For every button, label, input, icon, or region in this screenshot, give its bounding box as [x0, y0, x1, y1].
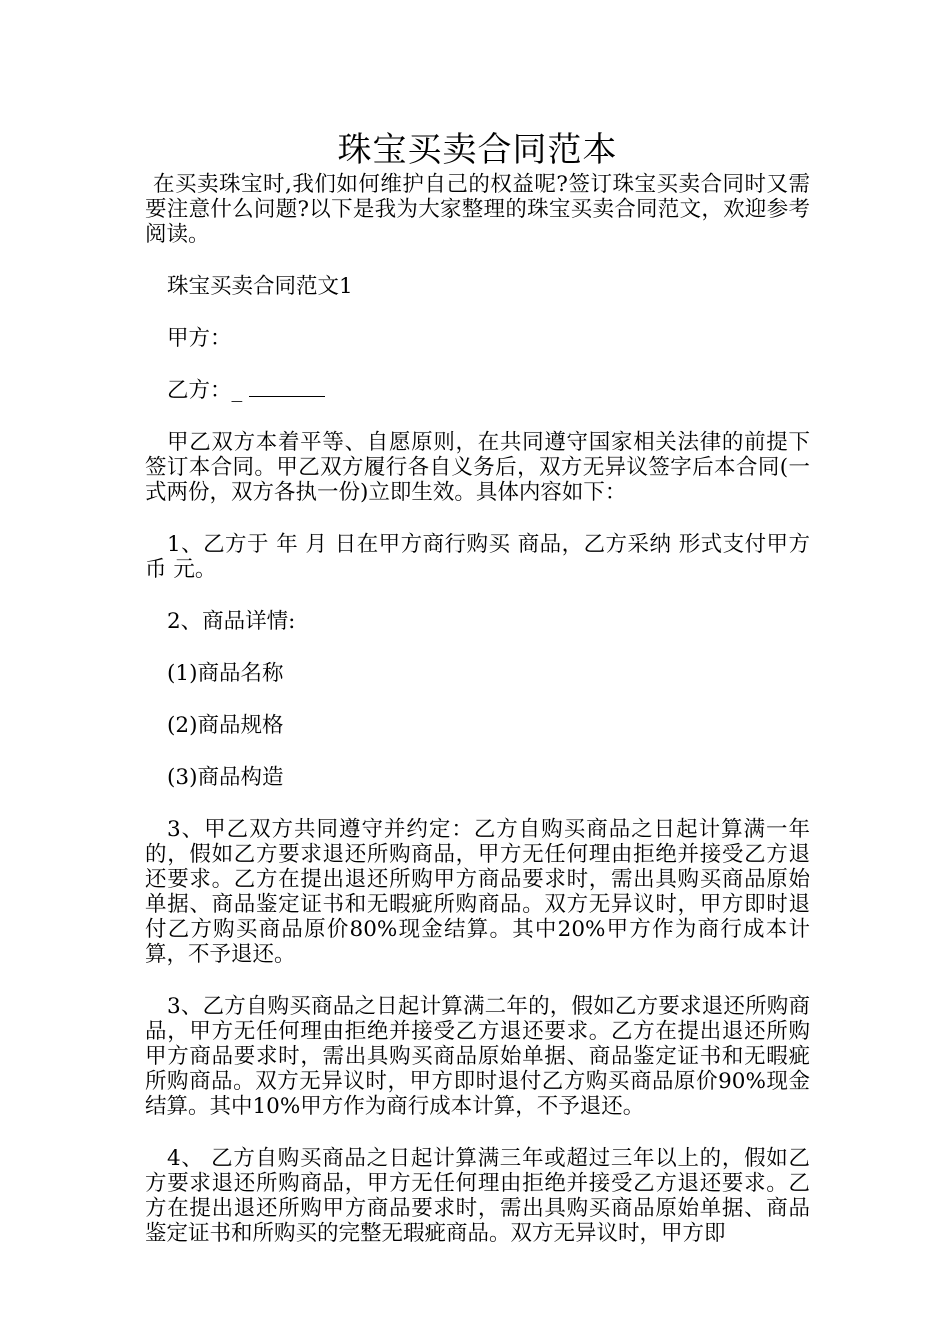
goods-item-spec: (2)商品规格	[167, 713, 284, 738]
goods-item-structure: (3)商品构造	[167, 765, 284, 790]
clause-1: 1、乙方于 年 月 日在甲方商行购买 商品，乙方采纳 形式支付甲方币 元。	[145, 532, 810, 582]
document-page	[145, 128, 810, 1246]
clause-3-two-years: 3、乙方自购买商品之日起计算满二年的，假如乙方要求退还所购商品，甲方无任何理由拒绝并接受乙方退还要求。乙方在提出退还所购甲方商品要求时，需出具购买商品原始单据、商品鉴定证书和无暇疵所购商品。双方无异议时，甲方即时退付乙方购买商品原价90%现金结算。其中10%甲方作为商行成本计算，不予退还。	[145, 994, 810, 1119]
party-b-label: 乙方：_	[167, 378, 243, 403]
party-b-blank	[249, 380, 325, 397]
intro-paragraph: 在买卖珠宝时,我们如何维护自己的权益呢?签订珠宝买卖合同时又需要注意什么问题?以下是我为大家整理的珠宝买卖合同范文，欢迎参考阅读。	[145, 172, 810, 247]
clause-2: 2、商品详情:	[167, 609, 296, 634]
goods-item-name: (1)商品名称	[167, 661, 284, 686]
clause-4-three-years: 4、 乙方自购买商品之日起计算满三年或超过三年以上的，假如乙方要求退还所购商品，甲方无任何理由拒绝并接受乙方退还要求。乙方在提出退还所购甲方商品要求时，需出具购买商品原始单据、商品鉴定证书和所购买的完整无瑕疵商品。双方无异议时，甲方即	[145, 1146, 810, 1246]
clause-3-one-year: 3、甲乙双方共同遵守并约定：乙方自购买商品之日起计算满一年的，假如乙方要求退还所购商品，甲方无任何理由拒绝并接受乙方退还要求。乙方在提出退还所购甲方商品要求时，需出具购买商品原始单据、商品鉴定证书和无暇疵所购商品。双方无异议时，甲方即时退付乙方购买商品原价80%现金结算。其中20%甲方作为商行成本计算，不予退还。	[145, 817, 810, 967]
preamble-paragraph: 甲乙双方本着平等、自愿原则，在共同遵守国家相关法律的前提下签订本合同。甲乙双方履行各自义务后，双方无异议签字后本合同(一式两份，双方各执一份)立即生效。具体内容如下：	[145, 430, 810, 505]
party-b-line	[145, 378, 810, 403]
document-title: 珠宝买卖合同范本	[337, 130, 618, 170]
section-heading: 珠宝买卖合同范文1	[167, 274, 353, 299]
party-a-line: 甲方：	[167, 326, 232, 351]
